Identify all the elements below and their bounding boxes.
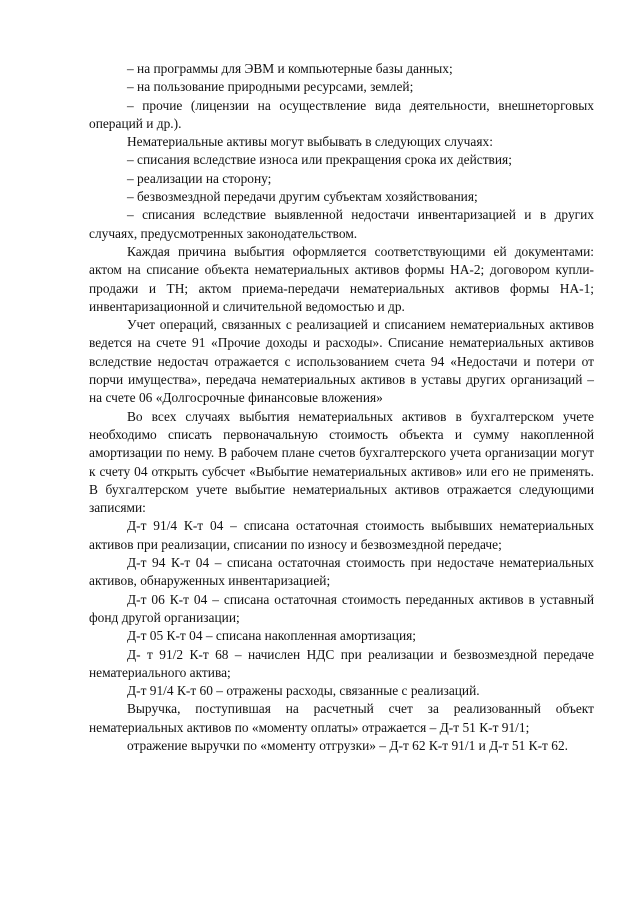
entry-94-04: Д-т 94 К-т 04 – списана остаточная стоимость при недостаче нематериальных активов, обнаруженных инвентаризацией; (89, 555, 594, 589)
list-item-software: – на программы для ЭВМ и компьютерные базы данных; (127, 61, 453, 76)
paragraph-account-91: Учет операций, связанных с реализацией и списанием нематериальных активов ведется на счете 91 «Прочие доходы и расходы». Списание нематериальных активов вследствие недостач отражается с использованием счета 94 «Недостачи и потери от порчи имущества», передача нематериальных активов в уставы других организаций – на счете 06 «Долгосрочные финансовые вложения» (89, 317, 594, 406)
paragraph-revenue-shipment: отражение выручки по «моменту отгрузки» – Д-т 62 К-т 91/1 и Д-т 51 К-т 62. (127, 737, 568, 753)
entry-91-4-04: Д-т 91/4 К-т 04 – списана остаточная стоимость выбывших нематериальных активов при реализации, списании по износу и безвозмездной передаче; (89, 518, 594, 552)
list-item-free-transfer: – безвозмездной передачи другим субъектам хозяйствования; (127, 189, 478, 205)
paragraph-accounting-entries: Во всех случаях выбытия нематериальных активов в бухгалтерском учете необходимо списать первоначальную стоимость объекта и сумму накопленной амортизации по нему. В рабочем плане счетов бухгалтерского учета организации могут к счету 04 открыть субсчет «Выбытие нематериальных активов» или его не применять. В бухгалтерском учете выбытие нематериальных активов отражается следующими записями: (89, 408, 594, 516)
list-item-write-off-wear: – списания вследствие износа или прекращения срока их действия; (127, 152, 512, 168)
list-item-other: – прочие (лицензии на осуществление вида деятельности, внешнеторговых операций и др.). (89, 97, 594, 131)
entry-06-04: Д-т 06 К-т 04 – списана остаточная стоимость переданных активов в уставный фонд другой организации; (89, 591, 594, 625)
list-item-natural-resources: – на пользование природными ресурсами, землей; (127, 79, 414, 95)
entry-91-2-68: Д- т 91/2 К-т 68 – начислен НДС при реализации и безвозмездной передаче нематериального актива; (89, 646, 594, 680)
paragraph-disposal-cases: Нематериальные активы могут выбывать в следующих случаях: (127, 134, 493, 150)
document-page (89, 60, 594, 755)
paragraph-revenue-payment: Выручка, поступившая на расчетный счет за реализованный объект нематериальных активов по «моменту оплаты» отражается – Д-т 51 К-т 91/1; (89, 701, 594, 735)
list-item-shortage: – списания вследствие выявленной недостачи инвентаризацией и в других случаях, предусмотренных законодательством. (89, 207, 594, 241)
paragraph-documents: Каждая причина выбытия оформляется соответствующими ей документами: актом на списание объекта нематериальных активов формы НА-2; договором купли-продажи и ТН; актом приема-передачи нематериальных активов формы НА-1; инвентаризационной и сличительной ведомостью и др. (89, 243, 594, 314)
entry-91-4-60: Д-т 91/4 К-т 60 – отражены расходы, связанные с реализаций. (127, 683, 480, 699)
list-item-sale: – реализации на сторону; (127, 170, 272, 186)
entry-05-04: Д-т 05 К-т 04 – списана накопленная амортизация; (127, 628, 416, 644)
